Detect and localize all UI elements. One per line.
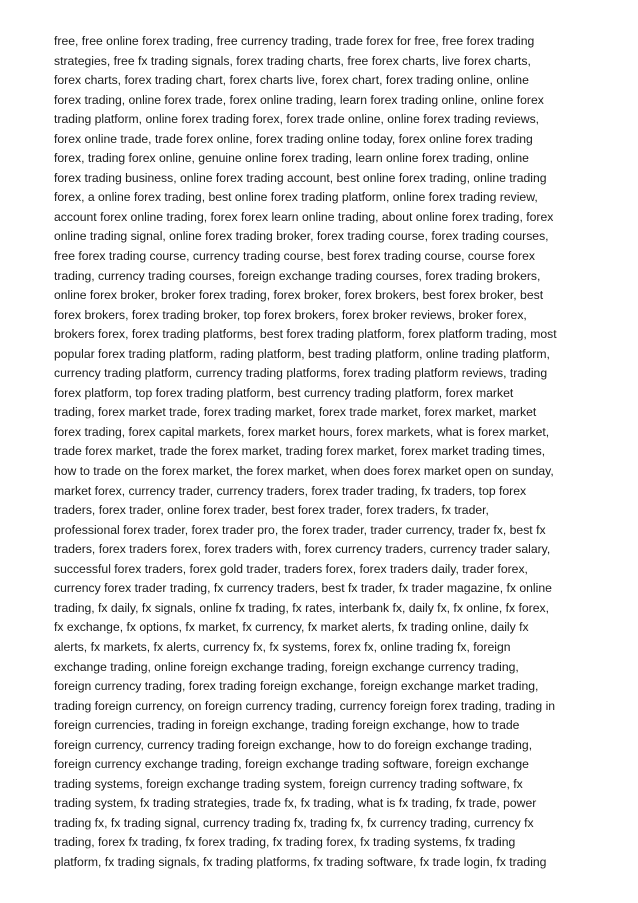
text-line: currency forex trader trading, fx currency traders, best fx trader, fx trader magazine, fx online [54,581,552,596]
text-line: forex charts, forex trading chart, forex charts live, forex chart, forex trading online, online [54,73,529,88]
text-line: trading system, fx trading strategies, trade fx, fx trading, what is fx trading, fx trade, power [54,796,537,811]
text-line: trading, forex market trade, forex trading market, forex trade market, forex market, market [54,405,537,420]
text-line: online trading signal, online forex trading broker, forex trading course, forex trading courses, [54,229,549,244]
text-line: market forex, currency trader, currency traders, forex trader trading, fx traders, top forex [54,483,527,498]
text-line: forex trading business, online forex trading account, best online forex trading, online trading [54,170,547,185]
text-line: forex, trading forex online, genuine online forex trading, learn online forex trading, online [54,151,529,166]
text-line: platform, fx trading signals, fx trading platforms, fx trading software, fx trade login, fx trading [54,854,547,869]
text-line: exchange trading, online foreign exchange trading, foreign exchange currency trading, [54,659,519,674]
text-line: trading, fx daily, fx signals, online fx trading, fx rates, interbank fx, daily fx, fx online, fx forex, [54,600,549,615]
text-line: forex, a online forex trading, best online forex trading platform, online forex trading review, [54,190,538,205]
text-line: forex trading, online forex trade, forex online trading, learn forex trading online, online forex [54,92,544,107]
text-line: trading, currency trading courses, foreign exchange trading courses, forex trading brokers, [54,268,541,283]
text-line: trading fx, fx trading signal, currency trading fx, trading fx, fx currency trading, currency fx [54,815,534,830]
text-line: forex brokers, forex trading broker, top forex brokers, forex broker reviews, broker forex, [54,307,527,322]
text-line: strategies, free fx trading signals, forex trading charts, free forex charts, live forex charts, [54,53,531,68]
text-line: forex platform, top forex trading platform, best currency trading platform, forex market [54,385,514,400]
text-line: brokers forex, forex trading platforms, best forex trading platform, forex platform trading, most [54,327,557,342]
text-line: trading, forex fx trading, fx forex trading, fx trading forex, fx trading systems, fx trading [54,835,516,850]
text-line: currency trading platform, currency trading platforms, forex trading platform reviews, trading [54,366,548,381]
text-line: forex trading, forex capital markets, forex market hours, forex markets, what is forex market, [54,424,550,439]
text-line: trading platform, online forex trading forex, forex trade online, online forex trading reviews, [54,112,540,127]
body-text [54,32,594,873]
text-line: account forex online trading, forex forex learn online trading, about online forex trading, forex [54,209,554,224]
text-line: fx exchange, fx options, fx market, fx currency, fx market alerts, fx trading online, daily fx [54,620,529,635]
text-line: trading systems, foreign exchange trading system, foreign currency trading software, fx [54,776,523,791]
text-line: free, free online forex trading, free currency trading, trade forex for free, free forex trading [54,34,535,48]
text-line: traders, forex trader, online forex trader, best forex trader, forex traders, fx trader, [54,503,489,518]
text-line: how to trade on the forex market, the forex market, when does forex market open on sunday, [54,464,554,479]
text-line: free forex trading course, currency trading course, best forex trading course, course forex [54,249,535,264]
text-line: professional forex trader, forex trader pro, the forex trader, trader currency, trader fx, best fx [54,522,546,537]
text-line: alerts, fx markets, fx alerts, currency fx, fx systems, forex fx, online trading fx, foreign [54,639,511,654]
text-line: trade forex market, trade the forex market, trading forex market, forex market trading times, [54,444,546,459]
text-line: traders, forex traders forex, forex traders with, forex currency traders, currency trader salary, [54,542,551,557]
text-line: popular forex trading platform, rading platform, best trading platform, online trading platform, [54,346,550,361]
text-line: forex online trade, trade forex online, forex trading online today, forex online forex trading [54,131,533,146]
text-line: foreign currency, currency trading foreign exchange, how to do foreign exchange trading, [54,737,533,752]
text-line: trading foreign currency, on foreign currency trading, currency foreign forex trading, trading in [54,698,556,713]
text-line: foreign currency trading, forex trading foreign exchange, foreign exchange market trading, [54,679,539,694]
text-line: foreign currencies, trading in foreign exchange, trading foreign exchange, how to trade [54,718,520,733]
text-line: foreign currency exchange trading, foreign exchange trading software, foreign exchange [54,757,529,772]
text-line: online forex broker, broker forex trading, forex broker, forex brokers, best forex broker, best [54,288,544,303]
text-line: successful forex traders, forex gold trader, traders forex, forex traders daily, trader forex, [54,561,528,576]
